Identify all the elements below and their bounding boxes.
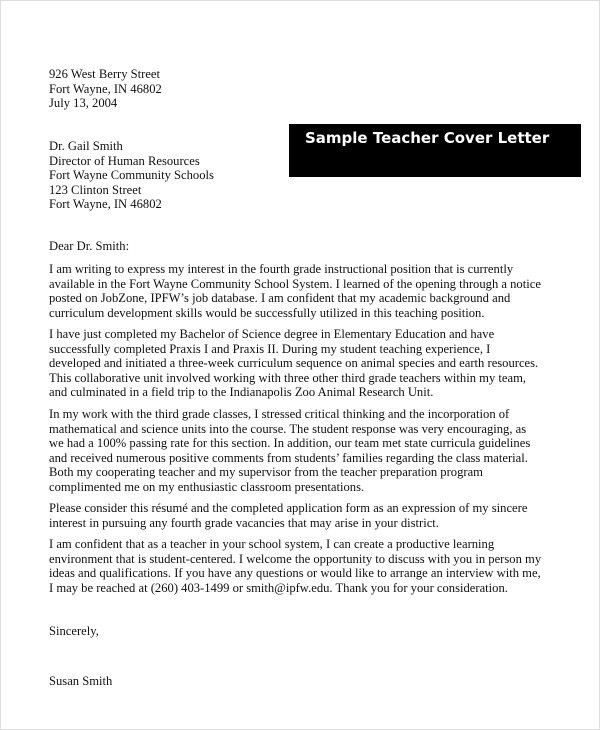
address-line: Dr. Gail Smith bbox=[49, 139, 123, 153]
address-line: 926 West Berry Street bbox=[49, 67, 161, 81]
text-line: I am writing to express my interest in the fourth grade instructional position that is currently bbox=[49, 262, 514, 276]
text-line: mathematical and science units into the course. The student response was very encouraging, as bbox=[49, 421, 527, 436]
date: July 13, 2004 bbox=[49, 96, 118, 111]
paragraph-3 bbox=[49, 407, 530, 495]
address-line: Fort Wayne, IN 46802 bbox=[49, 197, 162, 212]
paragraph-2 bbox=[49, 327, 538, 400]
text-line: and culminated in a field trip to the Indianapolis Zoo Animal Research Unit. bbox=[49, 385, 434, 400]
title-banner bbox=[289, 124, 581, 177]
text-line: curriculum development skills would be successfully utilized in this teaching position. bbox=[49, 305, 485, 320]
sender-address bbox=[49, 67, 162, 111]
paragraph-5 bbox=[49, 537, 541, 595]
text-line: In my work with the third grade classes, I stressed critical thinking and the incorporation of bbox=[49, 407, 510, 421]
text-line: interest in pursuing any fourth grade vacancies that may arise in your district. bbox=[49, 515, 439, 530]
text-line: This collaborative unit involved working with three other third grade teachers within my team, bbox=[49, 370, 527, 385]
paragraph-1 bbox=[49, 262, 541, 320]
text-line: developed and initiated a three-week curriculum sequence on animal species and earth resources. bbox=[49, 356, 539, 371]
text-line: available in the Fort Wayne Community School System. I learned of the opening through a notice bbox=[49, 276, 541, 291]
text-line: we had a 100% passing rate for this section. In addition, our team met state curricula guidelines bbox=[49, 436, 531, 451]
text-line: complimented me on my enthusiastic classroom presentations. bbox=[49, 479, 365, 494]
address-line: Director of Human Resources bbox=[49, 153, 200, 168]
text-line: environment that is student-centered. I welcome the opportunity to discuss with you in person my bbox=[49, 551, 542, 566]
text-line: I may be reached at (260) 403-1499 or smith@ipfw.edu. Thank you for your consideration. bbox=[49, 580, 508, 595]
salutation: Dear Dr. Smith: bbox=[49, 239, 130, 253]
paragraph-4 bbox=[49, 501, 527, 530]
text-line: I am confident that as a teacher in your school system, I can create a productive learning bbox=[49, 537, 495, 551]
text-line: Both my cooperating teacher and my supervisor from the teacher preparation program bbox=[49, 465, 483, 480]
signature-name: Susan Smith bbox=[49, 674, 113, 688]
title-text: Sample Teacher Cover Letter bbox=[305, 129, 550, 147]
address-line: Fort Wayne Community Schools bbox=[49, 168, 214, 183]
text-line: and received numerous positive comments from students’ families regarding the class material. bbox=[49, 450, 528, 465]
text-line: successfully completed Praxis I and Praxis II. During my student teaching experience, I bbox=[49, 341, 491, 356]
text-line: I have just completed my Bachelor of Science degree in Elementary Education and have bbox=[49, 327, 495, 341]
address-line: Fort Wayne, IN 46802 bbox=[49, 81, 162, 96]
text-line: posted on JobZone, IPFW’s job database. I am confident that my academic background and bbox=[49, 291, 511, 306]
recipient-address bbox=[49, 139, 214, 212]
address-line: 123 Clinton Street bbox=[49, 182, 142, 197]
text-line: ideas and qualifications. If you have any questions or would like to arrange an interview with me, bbox=[49, 566, 541, 581]
closing: Sincerely, bbox=[49, 624, 99, 638]
text-line: Please consider this résumé and the completed application form as an expression of my sincere bbox=[49, 501, 528, 515]
